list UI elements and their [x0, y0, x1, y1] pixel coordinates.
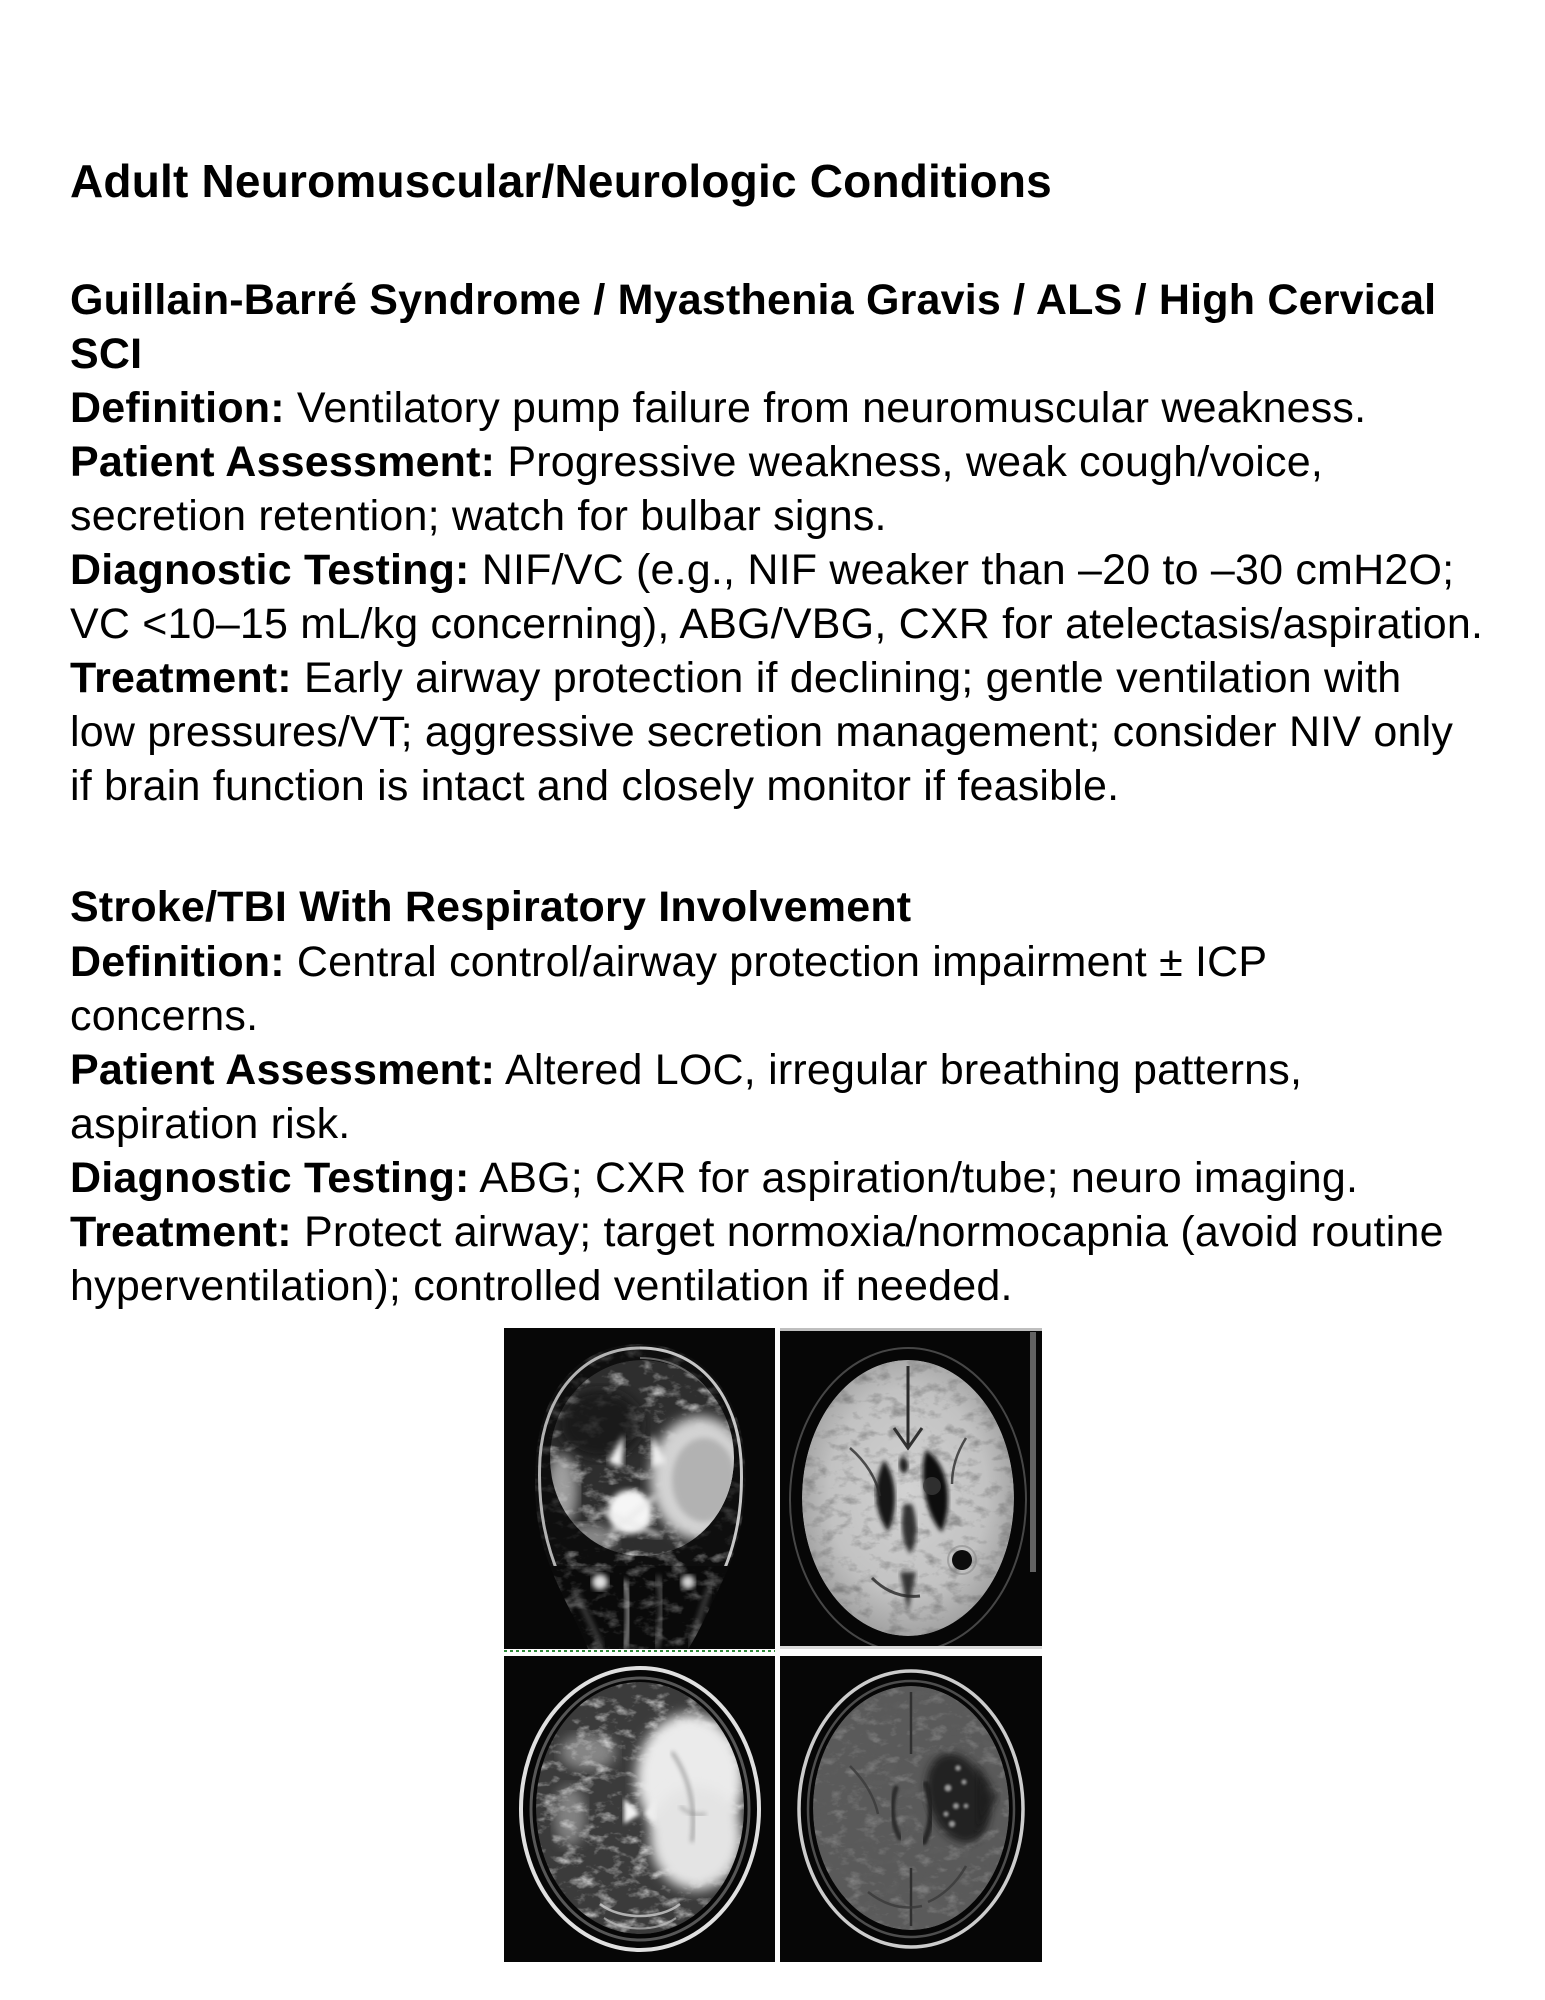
entry-label: Treatment: — [70, 654, 292, 702]
heading-line: SCI — [70, 330, 143, 378]
entry-text-line: hyperventilation); controlled ventilation if needed. — [70, 1262, 1013, 1310]
entry-text-line: VC <10–15 mL/kg concerning), ABG/VBG, CXR for atelectasis/aspiration. — [70, 600, 1484, 648]
entry-text-line: Progressive weakness, weak cough/voice, — [495, 438, 1323, 486]
figure-brain-mri-grid — [504, 1328, 1042, 1962]
entry-text-line: if brain function is intact and closely monitor if feasible. — [70, 762, 1120, 810]
entry-diagnostic-testing — [70, 1151, 1444, 1205]
entry-label: Definition: — [70, 384, 285, 432]
entry-label: Patient Assessment: — [70, 1046, 496, 1094]
entry-text-line: Protect airway; target normoxia/normocapnia (avoid routine — [291, 1208, 1444, 1256]
section-body-stroke-tbi — [70, 935, 1444, 1313]
entry-text-line: low pressures/VT; aggressive secretion management; consider NIV only — [70, 708, 1454, 756]
entry-text-line: Central control/airway protection impairment ± ICP — [284, 938, 1268, 986]
entry-text-line: Ventilatory pump failure from neuromuscular weakness. — [284, 384, 1367, 432]
entry-diagnostic-testing — [70, 543, 1483, 651]
entry-text-line: concerns. — [70, 992, 259, 1040]
entry-text-line: ABG; CXR for aspiration/tube; neuro imaging. — [469, 1154, 1359, 1202]
page-title: Adult Neuromuscular/Neurologic Conditions — [70, 155, 1052, 207]
entry-definition — [70, 381, 1483, 435]
entry-patient-assessment — [70, 1043, 1444, 1151]
axial-flair-brain-mri-panel — [780, 1656, 1042, 1962]
entry-patient-assessment — [70, 435, 1483, 543]
heading-line: Guillain-Barré Syndrome / Myasthenia Gravis / ALS / High Cervical — [70, 276, 1437, 324]
entry-label: Treatment: — [70, 1208, 292, 1256]
panel-edge-strip — [780, 1646, 1042, 1649]
entry-text-line: secretion retention; watch for bulbar signs. — [70, 492, 887, 540]
entry-definition — [70, 935, 1444, 1043]
coronal-t2-brain-mri-panel — [504, 1328, 775, 1649]
dark-lesion — [952, 1550, 972, 1570]
entry-label: Definition: — [70, 938, 285, 986]
entry-label: Diagnostic Testing: — [70, 546, 470, 594]
section-body-neuromuscular — [70, 381, 1483, 813]
axial-swi-brain-mri-panel — [780, 1328, 1042, 1649]
entry-label: Patient Assessment: — [70, 438, 496, 486]
entry-treatment — [70, 651, 1483, 813]
heading-line: Stroke/TBI With Respiratory Involvement — [70, 883, 912, 931]
section-heading-stroke-tbi — [70, 880, 911, 934]
entry-label: Diagnostic Testing: — [70, 1154, 470, 1202]
entry-text-line: aspiration risk. — [70, 1100, 351, 1148]
entry-text-line: Altered LOC, irregular breathing patterns, — [495, 1046, 1303, 1094]
entry-text-line: NIF/VC (e.g., NIF weaker than –20 to –30 cmH2O; — [469, 546, 1455, 594]
section-heading-neuromuscular — [70, 273, 1436, 381]
entry-text-line: Early airway protection if declining; gentle ventilation with — [291, 654, 1402, 702]
entry-treatment — [70, 1205, 1444, 1313]
green-dotted-divider — [504, 1650, 775, 1652]
axial-t2-brain-mri-panel — [504, 1656, 775, 1962]
